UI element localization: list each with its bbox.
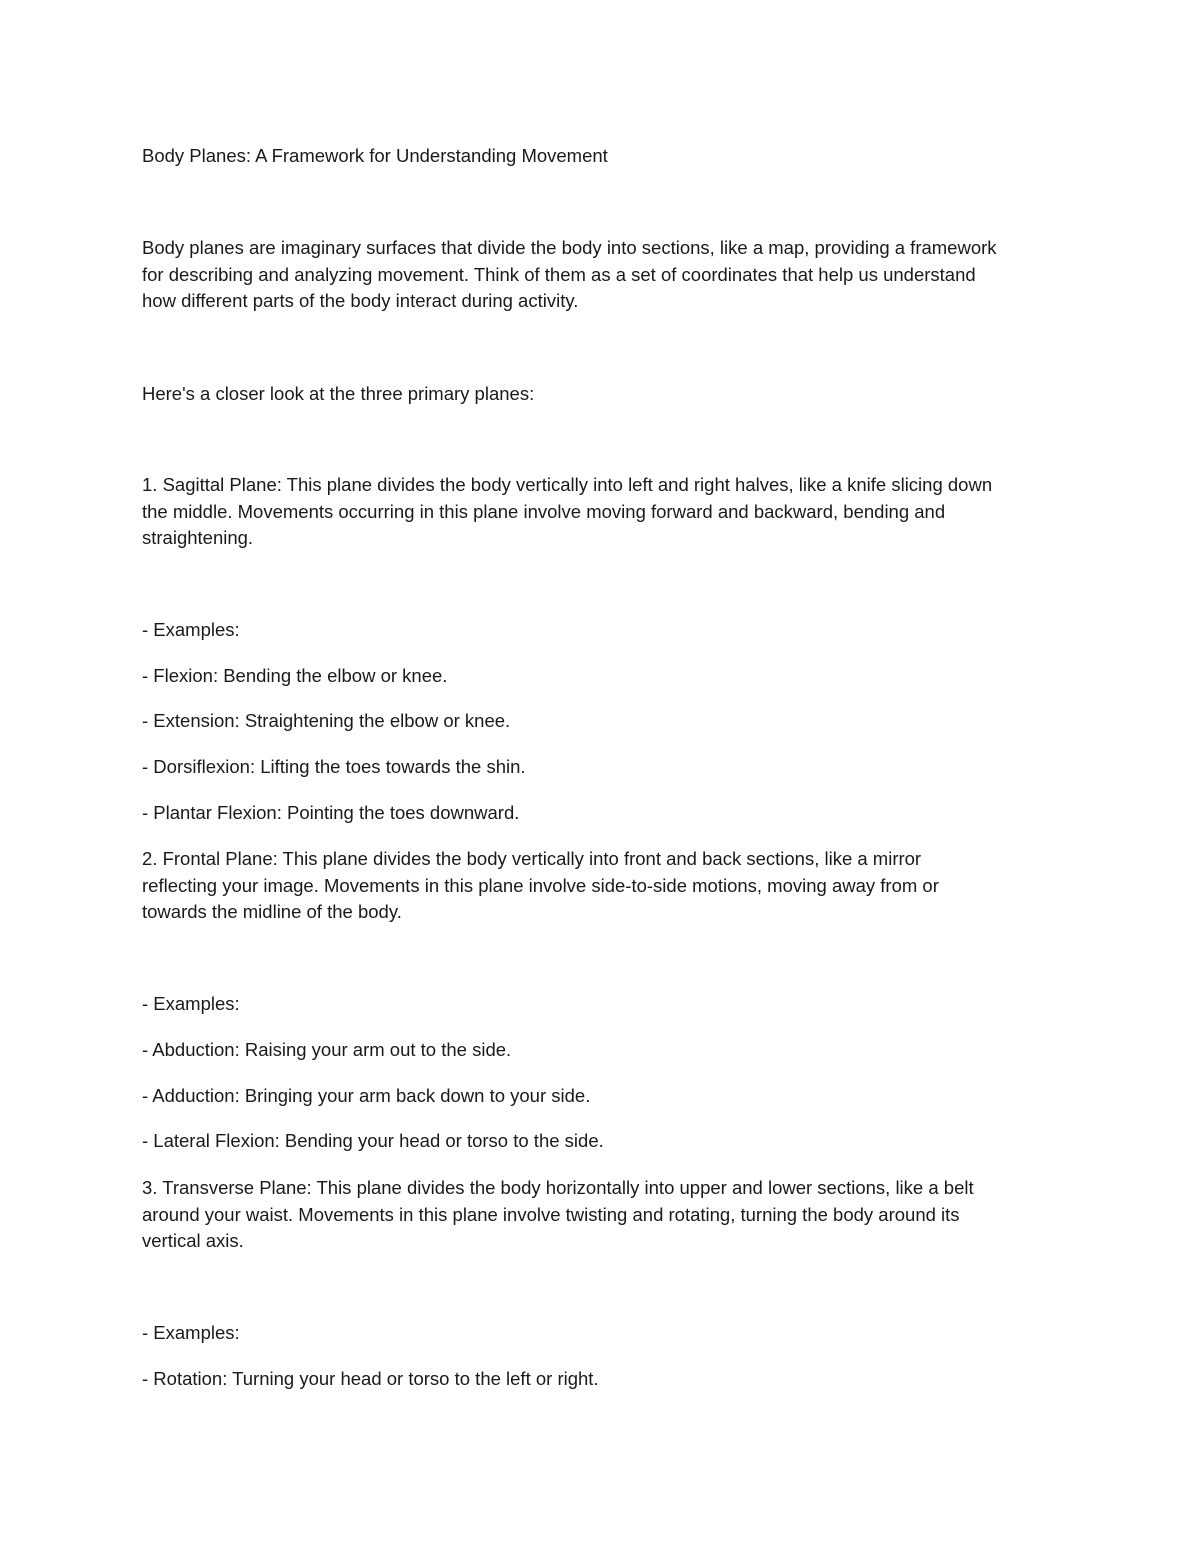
sagittal-description — [142, 472, 1062, 552]
transverse-line: vertical axis. — [142, 1230, 244, 1251]
sagittal-line: 1. Sagittal Plane: This plane divides the body vertically into left and right halves, like a knife slicing down — [142, 474, 993, 495]
frontal-line: reflecting your image. Movements in this plane involve side-to-side motions, moving away from or — [142, 874, 939, 896]
document-title: Body Planes: A Framework for Understanding Movement — [142, 145, 608, 166]
sagittal-line: straightening. — [142, 527, 254, 548]
transverse-line: around your waist. Movements in this plane involve twisting and rotating, turning the body around its — [142, 1203, 960, 1225]
sagittal-example-item: - Flexion: Bending the elbow or knee. — [142, 665, 448, 686]
intro-line: for describing and analyzing movement. Think of them as a set of coordinates that help us understand — [142, 263, 976, 285]
frontal-example-item: - Lateral Flexion: Bending your head or torso to the side. — [142, 1130, 604, 1151]
frontal-description — [142, 846, 1062, 926]
transverse-description — [142, 1175, 1062, 1255]
transverse-line: 3. Transverse Plane: This plane divides the body horizontally into upper and lower sections, like a belt — [142, 1177, 974, 1198]
intro-line: Body planes are imaginary surfaces that divide the body into sections, like a map, providing a framework — [142, 237, 997, 258]
lead-in-text: Here's a closer look at the three primary planes: — [142, 383, 535, 404]
transverse-example-item: - Rotation: Turning your head or torso to the left or right. — [142, 1368, 599, 1389]
frontal-example-item: - Abduction: Raising your arm out to the side. — [142, 1039, 512, 1060]
sagittal-examples-label: - Examples: — [142, 619, 240, 640]
transverse-examples-label: - Examples: — [142, 1322, 240, 1343]
intro-line: how different parts of the body interact during activity. — [142, 290, 579, 311]
sagittal-example-item: - Plantar Flexion: Pointing the toes downward. — [142, 802, 520, 823]
frontal-example-item: - Adduction: Bringing your arm back down to your side. — [142, 1085, 591, 1106]
frontal-line: towards the midline of the body. — [142, 901, 402, 922]
sagittal-example-item: - Extension: Straightening the elbow or knee. — [142, 710, 511, 731]
frontal-line: 2. Frontal Plane: This plane divides the body vertically into front and back sections, like a mirror — [142, 848, 922, 869]
intro-paragraph — [142, 235, 1062, 315]
sagittal-example-item: - Dorsiflexion: Lifting the toes towards the shin. — [142, 756, 526, 777]
frontal-examples-label: - Examples: — [142, 993, 240, 1014]
sagittal-line: the middle. Movements occurring in this plane involve moving forward and backward, bending and — [142, 500, 946, 522]
